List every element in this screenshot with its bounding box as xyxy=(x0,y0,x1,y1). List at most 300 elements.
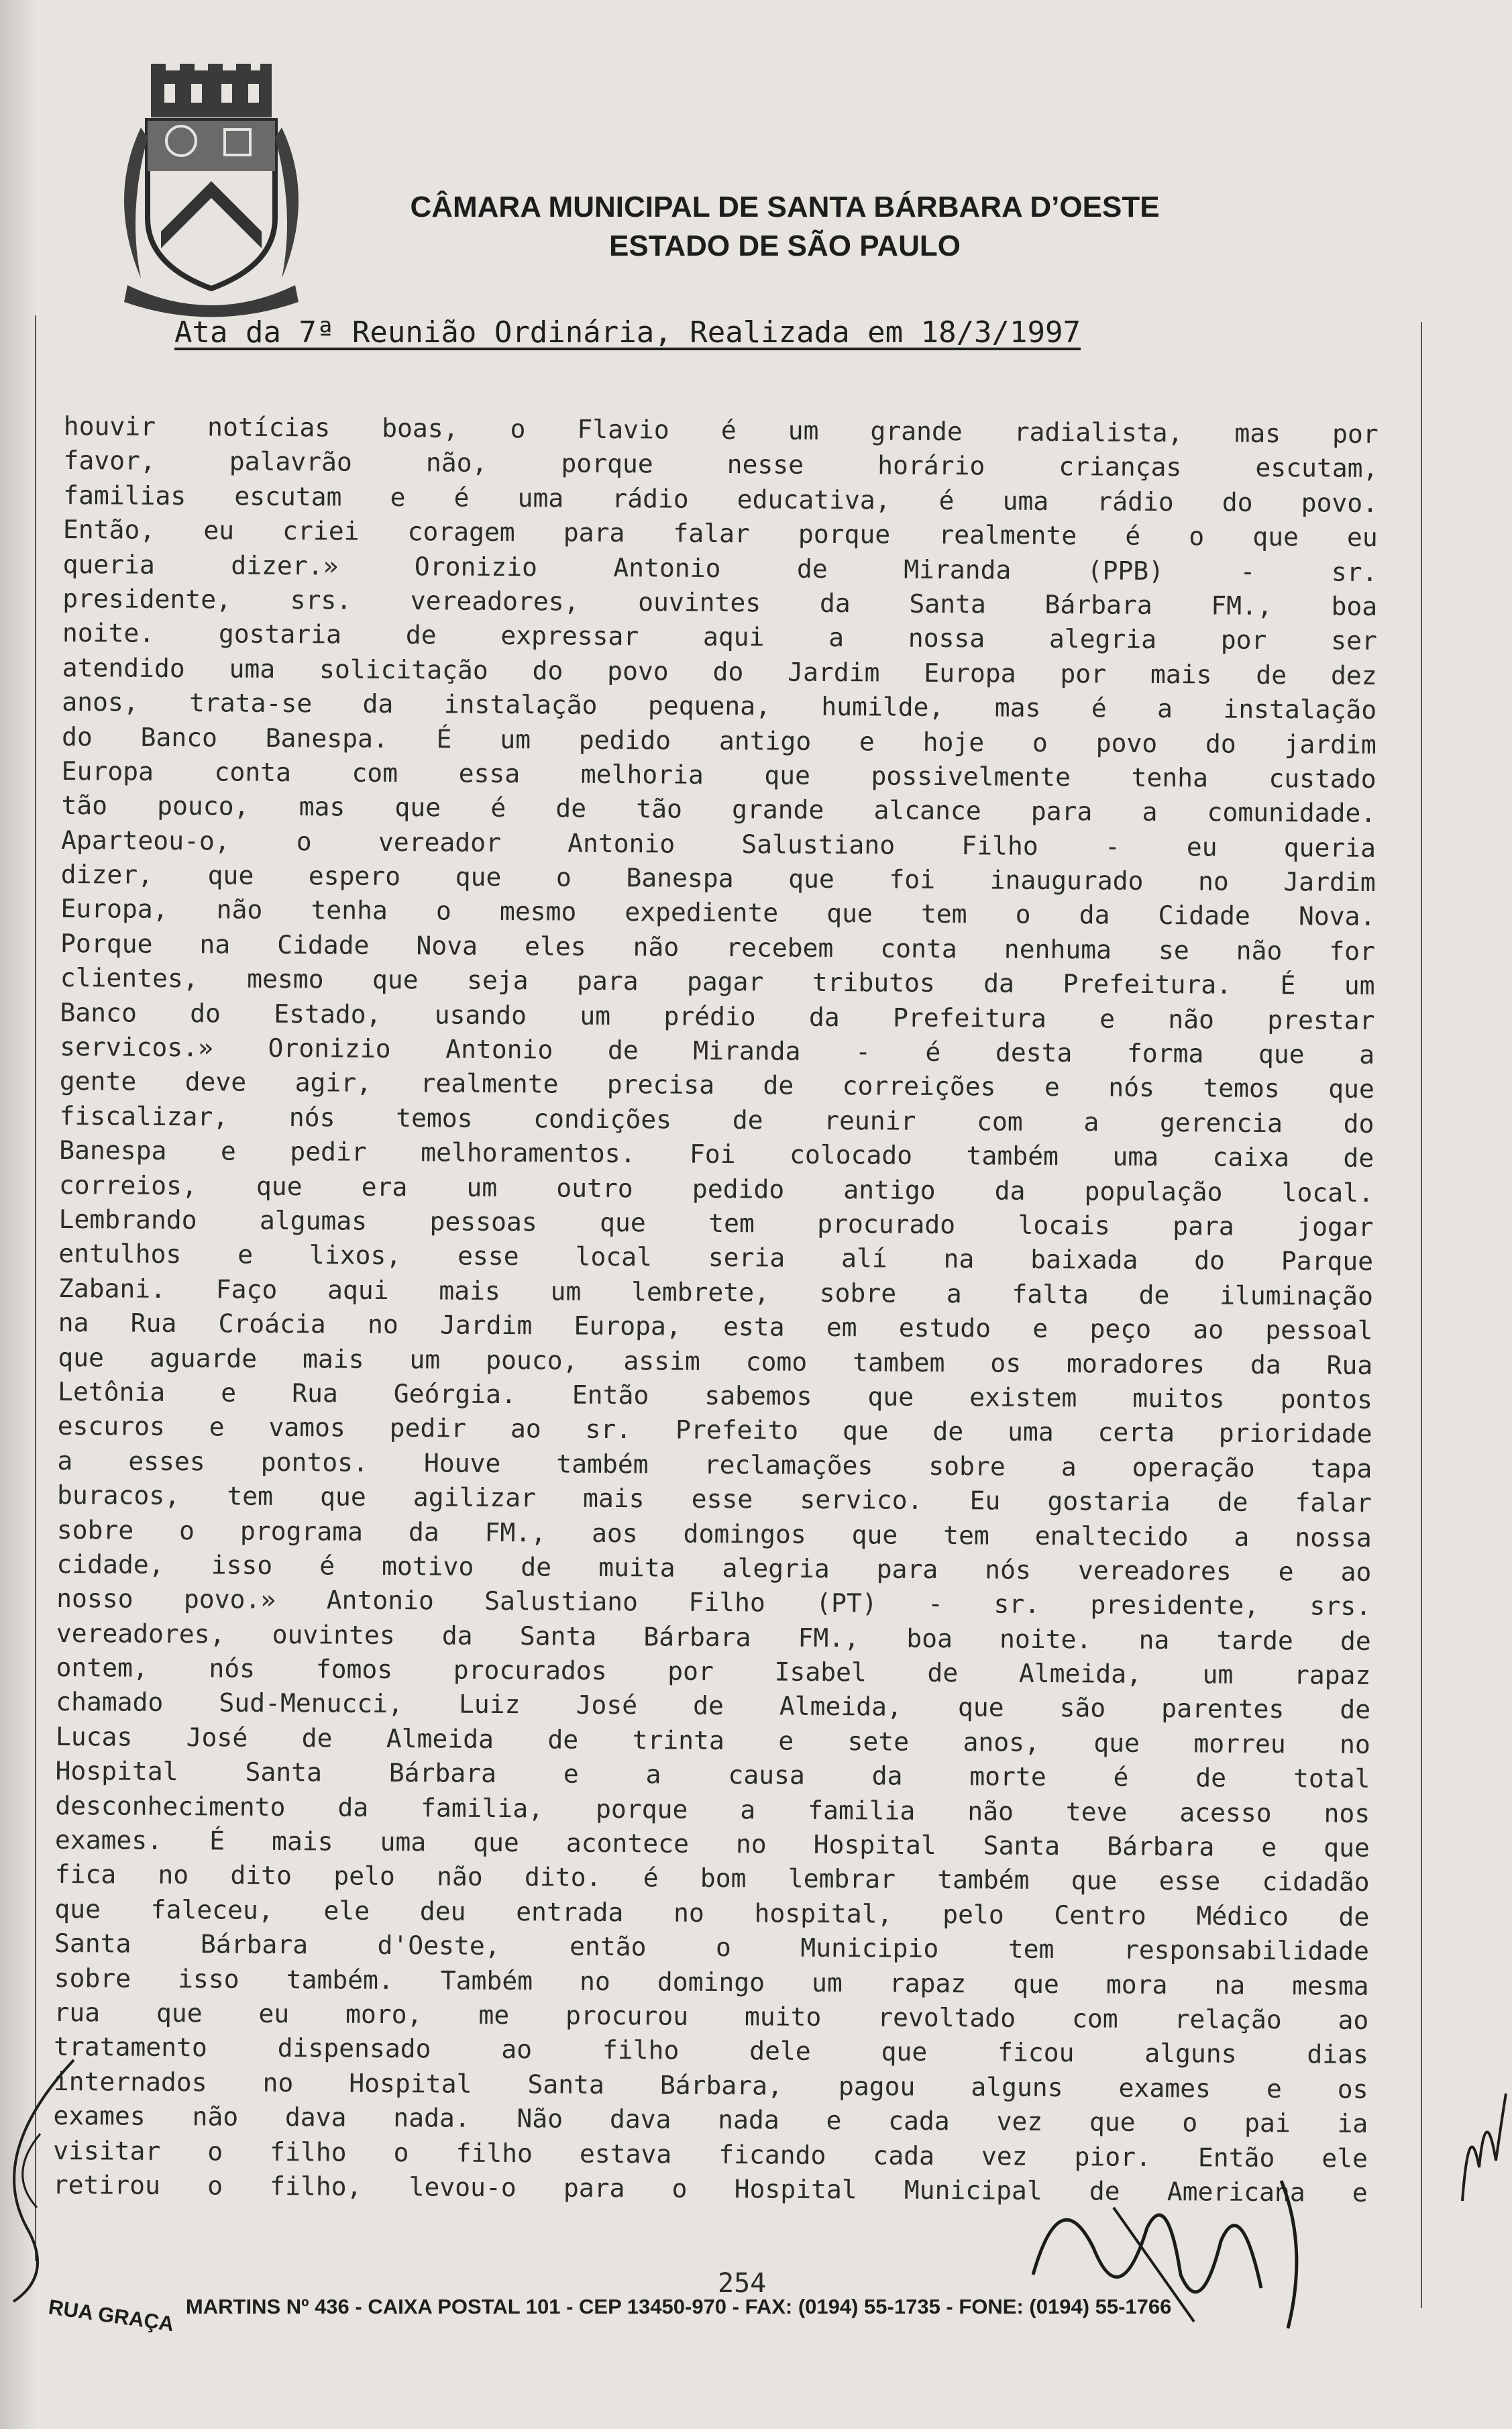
word: (PPB) xyxy=(1087,555,1165,586)
word: não xyxy=(1236,935,1283,966)
word: da xyxy=(1250,1349,1281,1380)
word: Europa xyxy=(924,658,1016,688)
word: é xyxy=(319,1551,335,1581)
word: pequena, xyxy=(647,690,771,721)
word: da xyxy=(1079,900,1110,931)
word: o xyxy=(207,2136,223,2167)
word: cidadão xyxy=(1262,1867,1370,1898)
word: nossa xyxy=(908,623,985,654)
word: é xyxy=(1113,1762,1129,1792)
word: vereador xyxy=(378,827,502,858)
word: vamos xyxy=(268,1412,346,1443)
word: esse xyxy=(691,1484,753,1514)
word: que xyxy=(1013,1969,1060,1999)
word: Oronizio xyxy=(268,1033,391,1064)
word: grande xyxy=(731,794,824,825)
word: Municipal xyxy=(904,2175,1042,2206)
word: ouvintes xyxy=(638,587,761,618)
word: rapaz xyxy=(1293,1660,1371,1690)
word: conta xyxy=(214,757,292,787)
word: que xyxy=(473,1827,520,1858)
word: de xyxy=(1343,1143,1374,1174)
word: crianças xyxy=(1059,452,1182,482)
word: mais xyxy=(302,1343,364,1374)
word: no xyxy=(158,1860,189,1890)
word: eu xyxy=(1346,522,1378,553)
word: um xyxy=(500,724,531,754)
word: na xyxy=(58,1308,89,1338)
word: o xyxy=(555,862,572,892)
word: hoje xyxy=(922,727,985,757)
word: de xyxy=(1338,1902,1370,1932)
word: para xyxy=(1173,1211,1234,1241)
word: familia, xyxy=(420,1792,544,1824)
word: do xyxy=(1343,1108,1374,1139)
word: caixa xyxy=(1212,1142,1290,1173)
word: Santa xyxy=(519,1620,597,1651)
word: com xyxy=(352,758,398,788)
word: falar xyxy=(673,518,750,549)
word: colocado xyxy=(789,1139,913,1170)
word: acesso xyxy=(1179,1797,1272,1828)
word: por xyxy=(1332,419,1379,449)
word: nós xyxy=(288,1102,335,1133)
word: e xyxy=(221,1378,237,1408)
word: nos xyxy=(1324,1798,1370,1828)
word: um xyxy=(811,1967,843,1998)
word: para xyxy=(563,2173,625,2204)
word: que xyxy=(1252,522,1299,552)
word: aqui xyxy=(702,622,765,652)
word: uma xyxy=(229,654,276,684)
word: de xyxy=(607,1035,639,1066)
word: que xyxy=(788,864,834,894)
word: Nova. xyxy=(1298,901,1376,932)
word: e xyxy=(237,1239,254,1270)
word: Estado, xyxy=(274,998,382,1029)
word: a xyxy=(1083,1107,1099,1137)
word: mesmo xyxy=(499,896,577,927)
word: alegria xyxy=(1048,624,1157,655)
word: não xyxy=(216,894,263,925)
word: escuros xyxy=(57,1411,166,1442)
word: alí xyxy=(841,1243,887,1274)
word: que xyxy=(319,1482,366,1512)
word: Bárbara xyxy=(643,1621,751,1652)
word: melhoria xyxy=(580,759,704,790)
word: rádio xyxy=(1097,486,1174,517)
word: Santa xyxy=(54,1928,131,1959)
word: alegria xyxy=(722,1553,830,1584)
word: o xyxy=(296,826,312,856)
word: Banco xyxy=(60,997,138,1028)
word: são xyxy=(1059,1693,1106,1723)
word: chamado xyxy=(56,1687,164,1718)
word: no xyxy=(1197,866,1229,896)
word: filho xyxy=(455,2138,533,2168)
word: ao xyxy=(501,2034,533,2065)
word: também. xyxy=(286,1964,394,1995)
word: a xyxy=(645,1759,661,1790)
word: condições xyxy=(533,1104,672,1135)
word: É xyxy=(1280,970,1296,1000)
word: de xyxy=(301,1723,333,1753)
word: que xyxy=(851,1519,898,1550)
word: Foi xyxy=(689,1139,736,1170)
word: no xyxy=(1339,1729,1371,1759)
word: expediente xyxy=(625,897,779,928)
word: iluminação xyxy=(1219,1280,1374,1311)
word: de xyxy=(932,1416,964,1447)
word: de xyxy=(1089,2176,1120,2206)
word: Banespa xyxy=(59,1135,167,1166)
word: escutam xyxy=(234,481,342,512)
word: sete xyxy=(847,1726,910,1757)
word: de xyxy=(927,1657,959,1688)
word: Aparteou-o, xyxy=(60,825,230,856)
word: ser xyxy=(1331,625,1378,656)
word: anos, xyxy=(62,687,139,717)
word: no xyxy=(262,2067,294,2098)
word: Faço xyxy=(215,1274,278,1304)
word: e xyxy=(209,1412,225,1442)
word: de xyxy=(1340,1695,1371,1725)
word: porque xyxy=(595,1794,688,1824)
word: Então xyxy=(572,1380,649,1410)
word: nós xyxy=(1108,1072,1155,1103)
word: que xyxy=(842,1416,889,1446)
word: uma xyxy=(517,482,564,513)
word: temos xyxy=(1203,1073,1280,1104)
word: que xyxy=(1089,2107,1136,2137)
word: correios, xyxy=(58,1170,197,1200)
word: Jardim xyxy=(788,657,880,688)
word: exames xyxy=(1118,2073,1211,2104)
word: clientes, xyxy=(60,963,199,994)
word: acontece xyxy=(565,1828,690,1859)
word: pedido xyxy=(692,1174,785,1204)
word: população xyxy=(1084,1176,1223,1207)
word: FM., xyxy=(484,1517,547,1547)
word: ao xyxy=(510,1414,541,1444)
word: jogar xyxy=(1297,1212,1374,1242)
word: escutam, xyxy=(1255,453,1379,484)
word: usando xyxy=(434,1000,527,1030)
word: que xyxy=(372,965,419,995)
word: instalação xyxy=(443,689,598,720)
word: que xyxy=(1071,1865,1118,1896)
word: É xyxy=(209,1826,225,1856)
word: de xyxy=(1195,1763,1227,1793)
word: criei xyxy=(282,516,360,546)
word: José xyxy=(576,1690,638,1720)
word: então xyxy=(569,1931,647,1962)
word: também xyxy=(937,1865,1030,1896)
word: é xyxy=(1125,521,1141,551)
word: Filho xyxy=(688,1588,765,1618)
word: da xyxy=(441,1620,473,1651)
left-margin-rule xyxy=(35,315,36,2261)
word: foi xyxy=(889,864,936,895)
word: ficou xyxy=(997,2037,1075,2068)
word: muito xyxy=(744,2002,822,2032)
word: desta xyxy=(995,1037,1073,1068)
word: Médico xyxy=(1196,1901,1289,1931)
word: ao xyxy=(1193,1314,1224,1345)
word: bom xyxy=(700,1863,747,1894)
word: eu xyxy=(258,1998,290,2029)
word: Houve xyxy=(423,1448,501,1478)
word: presidente, xyxy=(62,583,232,615)
word: realmente xyxy=(420,1068,559,1099)
word: mesmo xyxy=(247,964,324,994)
word: vez xyxy=(996,2106,1043,2137)
word: Cidade xyxy=(277,929,370,960)
word: por xyxy=(667,1656,714,1687)
word: queria xyxy=(62,549,156,580)
word: Municipio xyxy=(800,1932,939,1964)
word: Antonio xyxy=(567,828,676,859)
word: a xyxy=(828,623,845,653)
word: operação xyxy=(1132,1452,1255,1483)
word: revoltado xyxy=(877,2002,1016,2033)
word: que xyxy=(394,792,441,823)
word: gerencia xyxy=(1159,1107,1283,1138)
word: que xyxy=(207,860,254,890)
word: lixos, xyxy=(309,1240,402,1271)
word: e xyxy=(1278,1556,1294,1587)
word: pelo xyxy=(942,1899,1004,1930)
word: é xyxy=(720,415,737,446)
word: Almeida, xyxy=(779,1692,903,1722)
word: Antonio xyxy=(326,1585,434,1616)
word: ao xyxy=(1340,1557,1372,1587)
word: É xyxy=(436,723,452,754)
word: Eu xyxy=(969,1486,1001,1516)
word: era xyxy=(361,1172,408,1202)
word: trata-se xyxy=(188,688,313,719)
word: com xyxy=(977,1106,1023,1137)
bottom-signature xyxy=(1020,2167,1368,2335)
word: Prefeitura. xyxy=(1063,969,1232,1000)
word: o xyxy=(435,896,451,927)
word: o xyxy=(1182,2108,1198,2138)
word: uma xyxy=(380,1826,427,1857)
footer-contact-line: MARTINS Nº 436 - CAIXA POSTAL 101 - CEP 13450-970 - FAX: (0194) 55-1735 - FONE: (0194) 55-1766 xyxy=(185,2295,1172,2318)
word: a xyxy=(1142,797,1158,827)
word: for xyxy=(1329,936,1376,966)
word: um xyxy=(1344,970,1375,1001)
word: palavrão xyxy=(229,446,353,478)
word: muita xyxy=(598,1552,676,1583)
word: (PT) xyxy=(816,1588,877,1618)
word: agir, xyxy=(294,1068,372,1098)
word: Almeida xyxy=(386,1723,494,1754)
word: expressar xyxy=(500,621,639,652)
word: - xyxy=(1104,831,1120,862)
word: porque xyxy=(798,519,891,550)
word: Banespa. xyxy=(265,723,388,754)
word: é xyxy=(643,1863,659,1893)
word: de xyxy=(732,1104,763,1135)
word: tratamento xyxy=(53,2032,208,2063)
word: Então xyxy=(1197,2142,1275,2173)
word: aqui xyxy=(327,1275,389,1305)
word: do xyxy=(1194,1245,1226,1276)
word: internados xyxy=(53,2066,207,2098)
word: Europa, xyxy=(60,894,168,925)
word: Santa xyxy=(527,2069,604,2100)
word: é xyxy=(925,1037,941,1068)
word: gostaria xyxy=(218,619,342,650)
word: dele xyxy=(749,2036,811,2067)
word: Nova xyxy=(416,931,478,961)
word: Antonio xyxy=(445,1034,553,1065)
right-margin-initials xyxy=(1456,2087,1509,2208)
word: um xyxy=(550,1276,582,1306)
word: deu xyxy=(419,1896,466,1926)
word: povo.» xyxy=(183,1584,276,1615)
word: peço xyxy=(1089,1314,1152,1345)
word: porque xyxy=(561,448,653,479)
word: noite. xyxy=(62,618,155,649)
word: dava xyxy=(609,2104,671,2134)
word: moradores xyxy=(1066,1348,1205,1379)
word: Hospital xyxy=(349,2068,472,2099)
word: não xyxy=(633,932,680,962)
word: falta xyxy=(1012,1279,1089,1310)
word: parentes xyxy=(1161,1694,1285,1724)
word: por xyxy=(1220,625,1267,656)
word: pessoas xyxy=(429,1206,537,1237)
word: a xyxy=(1234,1522,1250,1552)
word: Bárbara xyxy=(200,1929,309,1960)
word: Geórgia. xyxy=(393,1378,517,1410)
word: que xyxy=(881,2036,928,2067)
word: fiscalizar, xyxy=(59,1100,229,1132)
word: sabemos xyxy=(704,1380,812,1411)
word: favor, xyxy=(63,446,156,476)
word: da xyxy=(408,1516,439,1547)
word: do xyxy=(1205,728,1236,759)
word: com xyxy=(1071,2004,1118,2034)
word: Oronizio xyxy=(414,551,538,582)
word: retirou xyxy=(52,2169,161,2200)
word: do xyxy=(61,721,93,752)
word: no xyxy=(735,1829,767,1859)
word: instalação xyxy=(1223,694,1377,725)
word: e xyxy=(390,482,406,512)
word: Rua xyxy=(1326,1350,1373,1380)
word: não, xyxy=(425,448,488,478)
word: povo. xyxy=(1301,488,1379,518)
word: nesse xyxy=(726,450,804,480)
word: aos xyxy=(591,1518,638,1548)
word: alguns xyxy=(1144,2038,1237,2069)
word: que xyxy=(256,1171,303,1201)
word: também xyxy=(966,1141,1059,1172)
word: presidente, xyxy=(1090,1590,1260,1621)
word: e xyxy=(1261,1832,1277,1863)
word: lembrar xyxy=(788,1864,896,1895)
word: FM., xyxy=(1211,590,1273,621)
word: os xyxy=(1337,2074,1368,2104)
word: educativa, xyxy=(737,484,891,515)
word: deve xyxy=(184,1067,247,1098)
word: seja xyxy=(466,965,529,996)
word: lembrete, xyxy=(631,1276,770,1308)
word: Prefeitura xyxy=(892,1002,1046,1033)
word: de xyxy=(547,1724,579,1755)
word: pessoal xyxy=(1265,1315,1373,1346)
word: Miranda xyxy=(904,554,1012,585)
word: é xyxy=(938,485,955,515)
word: dias xyxy=(1307,2039,1369,2070)
word: Bárbara xyxy=(388,1758,497,1789)
word: pagou xyxy=(838,2071,916,2102)
word: pior. xyxy=(1074,2141,1152,2172)
word: Bárbara xyxy=(1107,1831,1215,1862)
word: e xyxy=(1266,2073,1282,2104)
word: domingo xyxy=(657,1967,765,1998)
word: na xyxy=(943,1244,975,1274)
word: familia xyxy=(808,1795,916,1826)
word: que xyxy=(1328,1074,1374,1104)
word: reunir xyxy=(824,1105,916,1136)
word: locais xyxy=(1018,1210,1110,1241)
word: atendido xyxy=(62,652,185,683)
word: o xyxy=(1189,521,1205,552)
word: grande xyxy=(870,416,963,447)
word: também xyxy=(556,1449,649,1480)
word: estudo xyxy=(898,1312,991,1343)
word: nossa xyxy=(1295,1522,1372,1553)
word: ao xyxy=(1338,2005,1369,2035)
word: de xyxy=(521,1552,552,1582)
word: e xyxy=(778,1726,794,1756)
word: programa xyxy=(239,1516,364,1547)
word: da xyxy=(337,1792,369,1822)
word: uma xyxy=(1112,1141,1159,1172)
word: entrada xyxy=(516,1896,624,1927)
word: tributos xyxy=(812,968,935,998)
word: algumas xyxy=(259,1205,368,1236)
word: mais xyxy=(582,1483,645,1514)
word: que xyxy=(826,898,873,929)
word: vereadores, xyxy=(56,1618,225,1649)
word: Jardim xyxy=(439,1310,533,1341)
word: e xyxy=(826,2106,842,2136)
word: Hospital xyxy=(55,1756,178,1787)
word: em xyxy=(826,1312,857,1343)
word: e xyxy=(220,1136,236,1166)
word: e xyxy=(563,1759,579,1789)
word: antigo xyxy=(843,1174,936,1205)
word: realmente xyxy=(938,520,1077,551)
word: Santa xyxy=(909,588,986,619)
word: exames xyxy=(53,2101,146,2131)
word: esta xyxy=(722,1312,785,1342)
word: possivelmente xyxy=(871,761,1071,792)
word: forma xyxy=(1126,1038,1204,1069)
word: pontos. xyxy=(260,1447,369,1478)
word: que xyxy=(867,1382,914,1412)
word: sobre xyxy=(56,1514,134,1545)
word: José xyxy=(186,1722,248,1753)
word: tem xyxy=(1008,1934,1055,1965)
word: ia xyxy=(1337,2108,1368,2139)
word: sr. xyxy=(1331,557,1378,587)
